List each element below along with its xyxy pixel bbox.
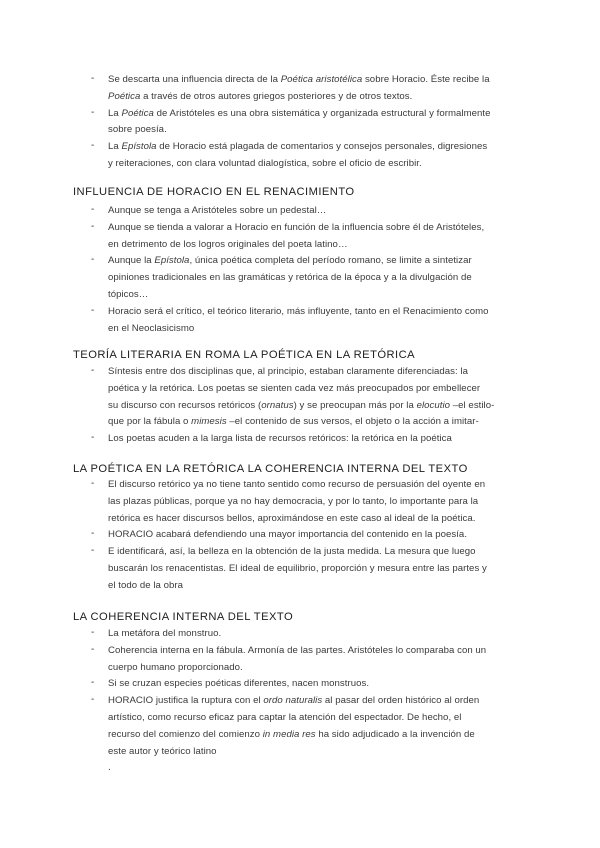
list-item-text bbox=[108, 364, 533, 431]
text-line: Si se cruzan especies poéticas diferentes, nacen monstruos. bbox=[108, 678, 370, 690]
section-heading-horacio-renacimiento: INFLUENCIA DE HORACIO EN EL RENACIMIENTO bbox=[73, 186, 355, 198]
bullet-dash: - bbox=[91, 365, 95, 376]
bullet-dash: - bbox=[91, 204, 95, 215]
text-line: Aunque la Epístola, única poética completa del período romano, se limite a sintetizar bbox=[108, 255, 472, 267]
text-line: en detrimento de los logros originales del poeta latino… bbox=[108, 238, 348, 250]
bullet-dash: - bbox=[91, 694, 95, 706]
bullet-dash: - bbox=[91, 643, 95, 655]
text-line: en el Neoclasicismo bbox=[108, 322, 195, 334]
text-line: recurso del comienzo del comienzo in media res ha sido adjudicado a la invención de bbox=[108, 728, 475, 740]
list-item-text bbox=[108, 106, 533, 140]
list-item-text bbox=[108, 431, 533, 448]
text-line: y reiteraciones, con clara voluntad dialogística, sobre el oficio de escribir. bbox=[108, 157, 422, 169]
list-item-text bbox=[108, 253, 533, 303]
text-line: Aunque se tenga a Aristóteles sobre un pedestal… bbox=[108, 205, 327, 216]
text-line: Los poetas acuden a la larga lista de recursos retóricos: la retórica en la poética bbox=[108, 433, 452, 445]
list-item-text bbox=[108, 527, 533, 544]
text-line: retórica es hacer discursos bellos, aproximándose en este caso al ideal de la poética. bbox=[108, 512, 476, 524]
list-item-text bbox=[108, 139, 533, 173]
section-heading-poetica-retorica: LA POÉTICA EN LA RETÓRICA LA COHERENCIA INTERNA DEL TEXTO bbox=[73, 463, 468, 475]
text-line: tópicos… bbox=[108, 288, 149, 300]
list-item-text bbox=[108, 72, 533, 106]
list-item-text bbox=[108, 643, 533, 677]
text-line: Se descarta una influencia directa de la Poética aristotélica sobre Horacio. Éste recibe la bbox=[108, 74, 490, 85]
bullet-dash: - bbox=[91, 627, 95, 638]
text-line: HORACIO justifica la ruptura con el ordo naturalis al pasar del orden histórico al orden bbox=[108, 695, 480, 707]
list-item-text bbox=[108, 626, 533, 643]
section-heading-coherencia-interna: LA COHERENCIA INTERNA DEL TEXTO bbox=[73, 611, 294, 623]
list-item-text bbox=[108, 477, 533, 527]
text-line: Aunque se tienda a valorar a Horacio en función de la influencia sobre él de Aristóteles, bbox=[108, 221, 485, 233]
text-line: su discurso con recursos retóricos (ornatus) y se preocupan más por la elocutio –el estilo- bbox=[108, 399, 495, 411]
bullet-dash: - bbox=[91, 432, 95, 444]
list-item-text bbox=[108, 693, 533, 760]
text-line: Horacio será el crítico, el teórico literario, más influyente, tanto en el Renacimiento como bbox=[108, 305, 489, 317]
bullet-dash: - bbox=[91, 106, 95, 118]
text-line: cuerpo humano proporcionado. bbox=[108, 661, 243, 673]
text-line: poética y la retórica. Los poetas se sienten cada vez más preocupados por embellecer bbox=[108, 382, 481, 394]
bullet-dash: - bbox=[91, 528, 95, 540]
text-line: La Poética de Aristóteles es una obra sistemática y organizada estructural y formalmente bbox=[108, 107, 491, 119]
text-line: La Epístola de Horacio está plagada de comentarios y consejos personales, digresiones bbox=[108, 141, 488, 153]
text-line: artístico, como recurso eficaz para captar la atención del espectador. De hecho, el bbox=[108, 711, 462, 723]
bullet-dash: - bbox=[91, 677, 95, 689]
text-line: E identificará, así, la belleza en la obtención de la justa medida. La mesura que luego bbox=[108, 546, 476, 558]
text-line: Poética a través de otros autores griegos posteriores y de otros textos. bbox=[108, 90, 413, 102]
text-line: este autor y teórico latino bbox=[108, 745, 217, 757]
bullet-dash: - bbox=[91, 254, 95, 266]
bullet-dash: - bbox=[91, 140, 95, 152]
list-item-text bbox=[108, 544, 533, 594]
bullet-dash: - bbox=[91, 304, 95, 316]
text-line: Coherencia interna en la fábula. Armonía de las partes. Aristóteles lo comparaba con un bbox=[108, 644, 487, 656]
text-line: La metáfora del monstruo. bbox=[108, 628, 222, 639]
list-item-text bbox=[108, 220, 533, 254]
text-line: que por la fábula o mimesis –el contenido de sus versos, el objeto o la acción a imitar- bbox=[108, 416, 479, 428]
list-item-text bbox=[108, 676, 533, 693]
text-line: HORACIO acabará defendiendo una mayor importancia del contenido en la poesía. bbox=[108, 529, 468, 541]
bullet-dash: - bbox=[91, 220, 95, 232]
bullet-dash: - bbox=[91, 73, 95, 84]
text-line: buscarán los renacentistas. El ideal de equilibrio, proporción y mesura entre las partes y bbox=[108, 562, 487, 574]
text-line: Síntesis entre dos disciplinas que, al principio, estaban claramente diferenciadas: la bbox=[108, 366, 469, 377]
text-line: opiniones tradicionales en las gramáticas y retórica de la época y a la divulgación de bbox=[108, 272, 472, 284]
text-line: sobre poesía. bbox=[108, 124, 167, 136]
list-item-text bbox=[108, 203, 533, 220]
bullet-dash: - bbox=[91, 478, 95, 489]
bullet-dash: - bbox=[91, 545, 95, 557]
text-line: las plazas públicas, porque ya no hay democracia, y por lo tanto, lo importante para la bbox=[108, 495, 479, 507]
text-line: El discurso retórico ya no tiene tanto sentido como recurso de persuasión del oyente en bbox=[108, 479, 486, 490]
list-item-text bbox=[108, 304, 533, 338]
text-line: el todo de la obra bbox=[108, 579, 184, 591]
section-heading-teoria-literaria-roma: TEORÍA LITERARIA EN ROMA LA POÉTICA EN LA RETÓRICA bbox=[73, 349, 416, 361]
trailing-dot: . bbox=[108, 762, 111, 773]
